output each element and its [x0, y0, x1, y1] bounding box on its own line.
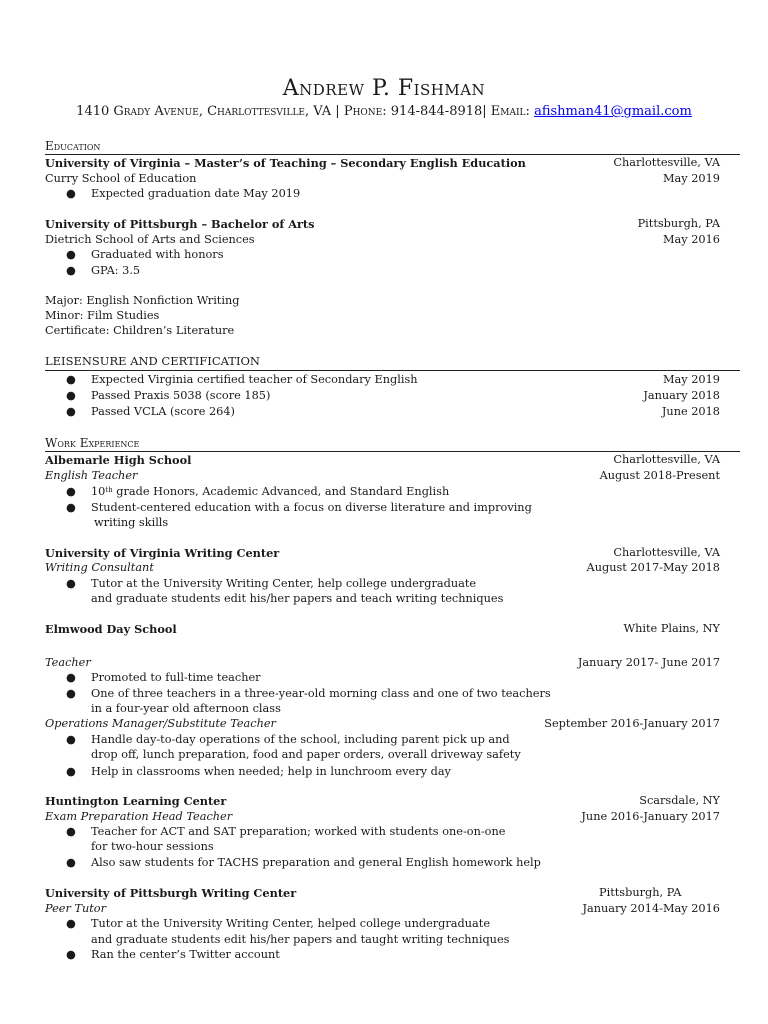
- albemarle-date: August 2018-Present: [599, 469, 720, 482]
- candidate-name: Andrew P. Fishman: [282, 76, 486, 101]
- uva-bullet-1: Expected graduation date May 2019: [91, 187, 301, 200]
- minor: Minor: Film Studies: [45, 309, 160, 322]
- elmwood-role-1: Teacher: [45, 656, 91, 669]
- licensure-item-1: Expected Virginia certified teacher of Secondary English: [91, 373, 418, 386]
- bullet: ●: [66, 948, 76, 961]
- elmwood-r2-bullet-1-line-2: drop off, lunch preparation, food and paper orders, overall driveway safety: [91, 748, 521, 761]
- licensure-item-2: Passed Praxis 5038 (score 185): [91, 389, 271, 402]
- licensure-date-3: June 2018: [661, 405, 720, 418]
- email-link[interactable]: afishman41@gmail.com: [534, 104, 692, 119]
- education-divider: [45, 154, 740, 155]
- pitt-location: Pittsburgh, PA: [637, 217, 720, 230]
- uva-school: Curry School of Education: [45, 172, 197, 185]
- elmwood-date-2: September 2016-January 2017: [544, 717, 720, 730]
- email-label: Email:: [490, 104, 530, 119]
- bullet: ●: [66, 187, 76, 200]
- pittwc-role: Peer Tutor: [45, 902, 107, 915]
- licensure-divider: [45, 370, 740, 371]
- bullet: ●: [66, 405, 76, 418]
- uvawc-role: Writing Consultant: [45, 561, 154, 574]
- grade-suffix: th: [105, 486, 113, 494]
- elmwood-r1-bullet-2-line-1: One of three teachers in a three-year-old morning class and one of two teachers: [91, 687, 551, 700]
- bullet: ●: [66, 671, 76, 684]
- elmwood-r1-bullet-1: Promoted to full-time teacher: [91, 671, 261, 684]
- pittwc-bullet-1-line-1: Tutor at the University Writing Center, helped college undergraduate: [91, 917, 491, 930]
- work-divider: [45, 451, 740, 452]
- bullet: ●: [66, 765, 76, 778]
- uva-location: Charlottesville, VA: [613, 156, 720, 169]
- uvawc-bullet-1-line-2: and graduate students edit his/her papers and teach writing techniques: [91, 592, 504, 605]
- bullet: ●: [66, 856, 76, 869]
- albemarle-bullet-1: [91, 485, 449, 499]
- albemarle-bullet-2-line-1: Student-centered education with a focus on diverse literature and improving: [91, 501, 532, 514]
- elmwood-r1-bullet-2-line-2: in a four-year old afternoon class: [91, 702, 281, 715]
- licensure-heading: LEISENSURE AND CERTIFICATION: [45, 354, 260, 368]
- pitt-school: Dietrich School of Arts and Sciences: [45, 233, 255, 246]
- certificate: Certificate: Children’s Literature: [45, 324, 235, 337]
- albemarle-location: Charlottesville, VA: [613, 453, 720, 466]
- albemarle-bullet-2-line-2: writing skills: [94, 516, 169, 529]
- pitt-degree: University of Pittsburgh – Bachelor of Arts: [45, 217, 315, 231]
- licensure-date-2: January 2018: [643, 389, 720, 402]
- bullet: ●: [66, 733, 76, 746]
- bullet: ●: [66, 687, 76, 700]
- elmwood-location: White Plains, NY: [623, 622, 720, 635]
- bullet: ●: [66, 917, 76, 930]
- grade-text: grade Honors, Academic Advanced, and Standard English: [112, 485, 450, 498]
- pittwc-name: University of Pittsburgh Writing Center: [45, 886, 297, 900]
- elmwood-r2-bullet-2: Help in classrooms when needed; help in lunchroom every day: [91, 765, 451, 778]
- contact-line: 1410 Grady Avenue, Charlottesville, VA | Phone: 914-844-8918| Email: afishman41@gmail.com: [76, 104, 692, 119]
- huntington-date: June 2016-January 2017: [581, 810, 720, 823]
- albemarle-role: English Teacher: [45, 469, 138, 482]
- huntington-name: Huntington Learning Center: [45, 794, 227, 808]
- licensure-item-3: Passed VCLA (score 264): [91, 405, 235, 418]
- albemarle-name: Albemarle High School: [45, 453, 192, 467]
- address: 1410 Grady Avenue, Charlottesville, VA: [76, 104, 332, 119]
- licensure-date-1: May 2019: [662, 373, 720, 386]
- pitt-bullet-1: Graduated with honors: [91, 248, 224, 261]
- pitt-bullet-2: GPA: 3.5: [91, 264, 141, 277]
- bullet: ●: [66, 577, 76, 590]
- pittwc-location: Pittsburgh, PA: [599, 886, 682, 899]
- bullet: ●: [66, 373, 76, 386]
- uvawc-bullet-1-line-1: Tutor at the University Writing Center, help college undergraduate: [91, 577, 477, 590]
- uvawc-name: University of Virginia Writing Center: [45, 546, 280, 560]
- bullet: ●: [66, 485, 76, 498]
- bullet: ●: [66, 264, 76, 277]
- education-heading: Education: [45, 139, 101, 153]
- elmwood-name: Elmwood Day School: [45, 622, 177, 636]
- bullet: ●: [66, 389, 76, 402]
- pitt-date: May 2016: [662, 233, 720, 246]
- pittwc-date: January 2014-May 2016: [582, 902, 720, 915]
- huntington-bullet-1-line-1: Teacher for ACT and SAT preparation; worked with students one-on-one: [91, 825, 506, 838]
- phone: 914-844-8918: [390, 104, 483, 119]
- elmwood-role-2: Operations Manager/Substitute Teacher: [45, 717, 276, 730]
- uva-degree: University of Virginia – Master’s of Teaching – Secondary English Education: [45, 156, 526, 170]
- uva-date: May 2019: [662, 172, 720, 185]
- huntington-location: Scarsdale, NY: [639, 794, 720, 807]
- major: Major: English Nonfiction Writing: [45, 294, 240, 307]
- uvawc-date: August 2017-May 2018: [586, 561, 720, 574]
- huntington-bullet-2: Also saw students for TACHS preparation and general English homework help: [91, 856, 541, 869]
- bullet: ●: [66, 248, 76, 261]
- huntington-bullet-1-line-2: for two-hour sessions: [91, 840, 214, 853]
- grade-number: 10: [91, 485, 106, 498]
- pittwc-bullet-2: Ran the center’s Twitter account: [91, 948, 280, 961]
- pittwc-bullet-1-line-2: and graduate students edit his/her papers and taught writing techniques: [91, 933, 510, 946]
- phone-label: Phone:: [343, 104, 387, 119]
- work-heading: Work Experience: [45, 436, 140, 450]
- uvawc-location: Charlottesville, VA: [613, 546, 720, 559]
- elmwood-r2-bullet-1-line-1: Handle day-to-day operations of the school, including parent pick up and: [91, 733, 510, 746]
- bullet: ●: [66, 825, 76, 838]
- huntington-role: Exam Preparation Head Teacher: [45, 810, 233, 823]
- bullet: ●: [66, 501, 76, 514]
- elmwood-date-1: January 2017- June 2017: [577, 656, 720, 669]
